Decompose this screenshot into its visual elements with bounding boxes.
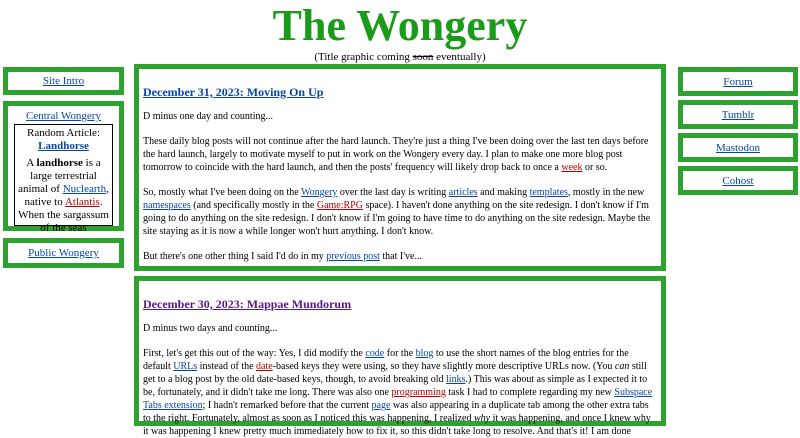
- blog-post: [134, 276, 666, 437]
- forum-box: [678, 67, 798, 96]
- tumblr-link[interactable]: Tumblr: [721, 108, 755, 121]
- italic-text: can: [614, 361, 630, 372]
- post-paragraph: D minus one day and counting...: [143, 111, 273, 122]
- site-subtitle: [0, 50, 800, 64]
- mastodon-link[interactable]: Mastodon: [716, 141, 760, 154]
- bold-term: landhorse: [36, 157, 83, 169]
- page-link[interactable]: page: [371, 400, 391, 411]
- text-span: over the last day is writing: [337, 187, 449, 198]
- subtitle-struck: soon: [412, 51, 434, 63]
- random-article-text: [18, 157, 109, 235]
- text-span: still get to a blog post by the old date-based keys, though, to avoid breaking old: [143, 361, 647, 385]
- post-title-link[interactable]: December 31, 2023: Moving On Up: [143, 85, 324, 99]
- text-span: -based keys they were using, so they have slightly more descriptive URLs now. (You: [272, 361, 615, 372]
- subtitle-post: eventually): [433, 51, 486, 63]
- text-span: task I had to complete regarding my new: [445, 387, 615, 398]
- text-span: and making: [477, 187, 530, 198]
- text-span: is a large terrestrial animal of: [18, 157, 101, 195]
- blog-link[interactable]: blog: [415, 348, 434, 359]
- text-span: .) This was about as simple as I expected it to be, fortunately, and it didn't take me long. There was also one: [143, 374, 648, 398]
- blog-post: [134, 64, 666, 271]
- text-span: A: [26, 157, 37, 169]
- links-link[interactable]: links: [446, 374, 466, 385]
- site-intro-box: [3, 67, 124, 95]
- post-title-link[interactable]: December 30, 2023: Mappae Mundorum: [143, 297, 352, 311]
- articles-link[interactable]: articles: [448, 187, 478, 198]
- namespaces-link[interactable]: namespaces: [143, 200, 191, 211]
- text-span: or so.: [582, 162, 608, 173]
- atlantis-link[interactable]: Atlantis: [64, 196, 100, 208]
- text-span: space). I haven't done anything on the site redesign. I don't know if I'm going to do anything on the site redesign. I don't know if I'm going to have time to do anything on the site redesign. Maybe the site staying as it is now a while longer won't hurt anything. I don't know.: [143, 200, 651, 237]
- post-paragraph: D minus two days and counting...: [143, 323, 278, 334]
- random-article-panel: [14, 124, 113, 234]
- text-span: ; I hadn't remarked before that the current: [202, 400, 372, 411]
- nuclearth-link[interactable]: Nuclearth: [62, 183, 107, 195]
- mastodon-box: [678, 133, 798, 162]
- post-paragraph: [143, 186, 657, 238]
- site-header: [0, 0, 800, 64]
- urls-link[interactable]: URLs: [173, 361, 198, 372]
- text-span: was also appearing in a duplicate tab among the other extra tabs to the right. Fortunately, almost as soon as I noticed this was happening, I realized: [143, 400, 649, 424]
- subtitle-pre: (Title graphic coming: [314, 51, 413, 63]
- text-span: These daily blog posts will not continue after the hard launch. They're just a thing I've been doing over the last ten days before the hard launch, largely to motivate myself to put in work on the Wongery every day. I plan to make one more blog post tomorrow to coincide with the hard launch, and then the posts' frequency will likely drop back to once a: [143, 136, 649, 173]
- game-rpg-link[interactable]: Game:RPG: [316, 200, 363, 211]
- public-wongery-link[interactable]: Public Wongery: [28, 247, 99, 259]
- templates-link[interactable]: templates: [529, 187, 568, 198]
- subspace-tabs-link[interactable]: Subspace Tabs extension: [143, 387, 653, 411]
- text-span: But there's one other thing I said I'd do in my: [143, 251, 327, 262]
- post-paragraph: [143, 250, 657, 263]
- code-link[interactable]: code: [365, 348, 385, 359]
- programming-link[interactable]: programming: [391, 387, 446, 398]
- cohost-box: [678, 166, 798, 195]
- site-title: The Wongery: [272, 1, 528, 50]
- central-wongery-link[interactable]: Central Wongery: [26, 110, 101, 122]
- post-paragraph: [143, 135, 657, 174]
- text-span: . When the sargassum of the seas: [18, 196, 109, 234]
- cohost-link[interactable]: Cohost: [722, 174, 754, 187]
- text-span: for the: [384, 348, 416, 359]
- text-span: (and specifically mostly in the: [190, 200, 317, 211]
- text-span: , native to: [24, 183, 109, 208]
- date-link[interactable]: date: [256, 361, 273, 372]
- text-span: , mostly in the new: [567, 187, 645, 198]
- week-link[interactable]: week: [561, 162, 583, 173]
- text-span: instead of the: [197, 361, 257, 372]
- random-article-label: Random Article:: [26, 127, 100, 139]
- italic-text: why: [473, 413, 491, 424]
- text-span: So, mostly what I've been doing on the: [143, 187, 301, 198]
- public-wongery-box: [3, 238, 124, 268]
- site-intro-link[interactable]: Site Intro: [42, 75, 85, 87]
- text-span: First, let's get this out of the way: Yes, I did modify the: [143, 348, 366, 359]
- wongery-link[interactable]: Wongery: [301, 187, 338, 198]
- post-paragraph: [143, 347, 657, 438]
- text-span: that I've...: [379, 251, 422, 262]
- tumblr-box: [678, 100, 798, 129]
- forum-link[interactable]: Forum: [723, 75, 753, 88]
- text-span: to use the short names of the blog entries for the default: [143, 348, 629, 372]
- text-span: it was happening, and once I knew why it was happening I knew pretty much immediately how to fix it, so this didn't take long to resolve. And that's it! I am done: [143, 413, 651, 437]
- previous-post-link[interactable]: previous post: [326, 251, 380, 262]
- central-wongery-box: [3, 101, 124, 234]
- random-article-title-link[interactable]: Landhorse: [38, 140, 89, 152]
